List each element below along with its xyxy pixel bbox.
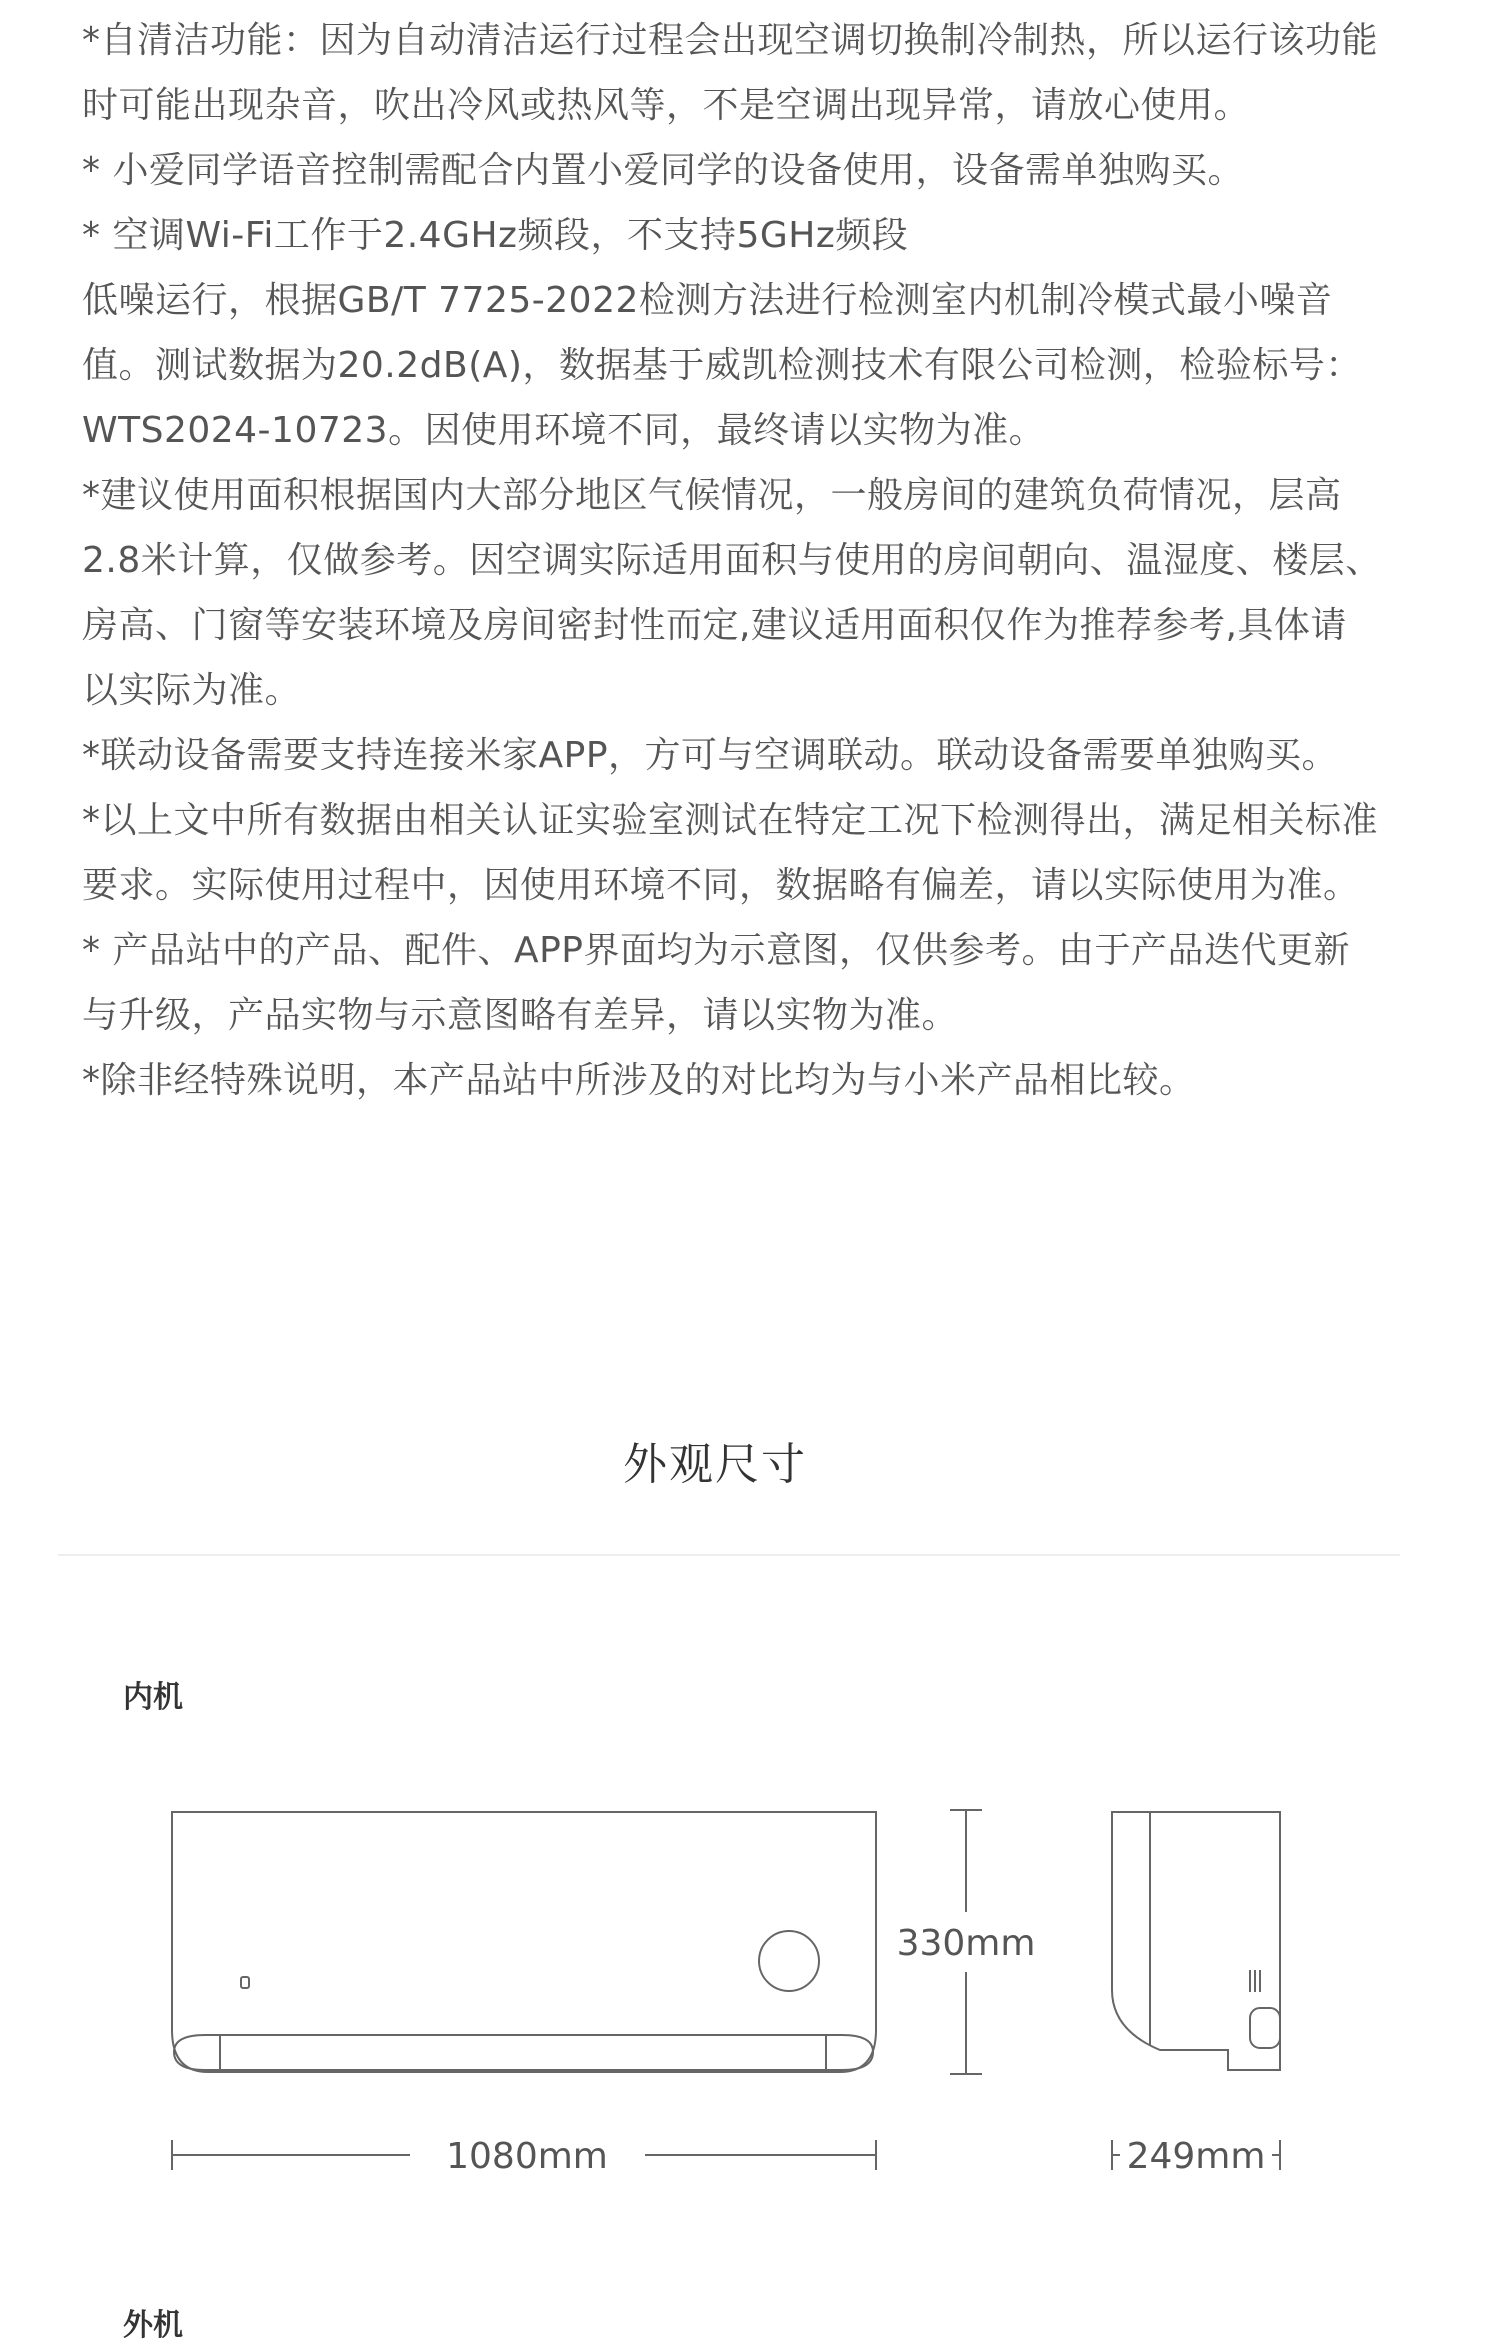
indoor-depth-label: 249mm — [1126, 2136, 1266, 2177]
indoor-unit-display-circle — [759, 1931, 819, 1991]
indoor-height-label: 330mm — [896, 1923, 1036, 1964]
brand-logo-icon — [241, 1977, 249, 1988]
outdoor-unit-label: 外机 — [123, 2308, 183, 2343]
note-low-noise: 低噪运行，根据GB/T 7725-2022检测方法进行检测室内机制冷模式最小噪音值。测试数据为20.2dB(A)，数据基于威凯检测技术有限公司检测，检验标号：WTS2024-10723。因使用环境不同，最终请以实物为准。 — [82, 280, 1362, 451]
note-illustrations: * 产品站中的产品、配件、APP界面均为示意图，仅供参考。由于产品迭代更新与升级，产品实物与示意图略有差异，请以实物为准。 — [82, 930, 1350, 1036]
note-linked-devices: *联动设备需要支持连接米家APP，方可与空调联动。联动设备需要单独购买。 — [82, 735, 1339, 776]
note-self-cleaning: *自清洁功能：因为自动清洁运行过程会出现空调切换制冷制热，所以运行该功能时可能出现杂音，吹出冷风或热风等，不是空调出现异常，请放心使用。 — [82, 20, 1379, 126]
note-wifi: * 空调Wi-Fi工作于2.4GHz频段，不支持5GHz频段 — [82, 215, 909, 256]
note-test-data: *以上文中所有数据由相关认证实验室测试在特定工况下检测得出，满足相关标准要求。实际使用过程中，因使用环境不同，数据略有偏差，请以实际使用为准。 — [82, 800, 1379, 906]
note-room-area: *建议使用面积根据国内大部分地区气候情况，一般房间的建筑负荷情况，层高2.8米计算，仅做参考。因空调实际适用面积与使用的房间朝向、温湿度、楼层、房高、门窗等安装环境及房间密封性而定,建议适用面积仅作为推荐参考,具体请以实际为准。 — [82, 475, 1382, 711]
indoor-width-label: 1080mm — [446, 2136, 608, 2177]
indoor-unit-side-body — [1112, 1812, 1280, 2070]
note-comparison: *除非经特殊说明，本产品站中所涉及的对比均为与小米产品相比较。 — [82, 1060, 1196, 1101]
indoor-unit-louver — [174, 2035, 873, 2070]
indoor-unit-label: 内机 — [123, 1680, 183, 1715]
indoor-unit-side-view — [1112, 1812, 1280, 2070]
dimensions-title: 外观尺寸 — [623, 1439, 807, 1490]
indoor-unit-body — [172, 1812, 876, 2072]
indoor-unit-front-view — [172, 1812, 876, 2072]
note-voice-control: * 小爱同学语音控制需配合内置小爱同学的设备使用，设备需单独购买。 — [82, 150, 1244, 191]
